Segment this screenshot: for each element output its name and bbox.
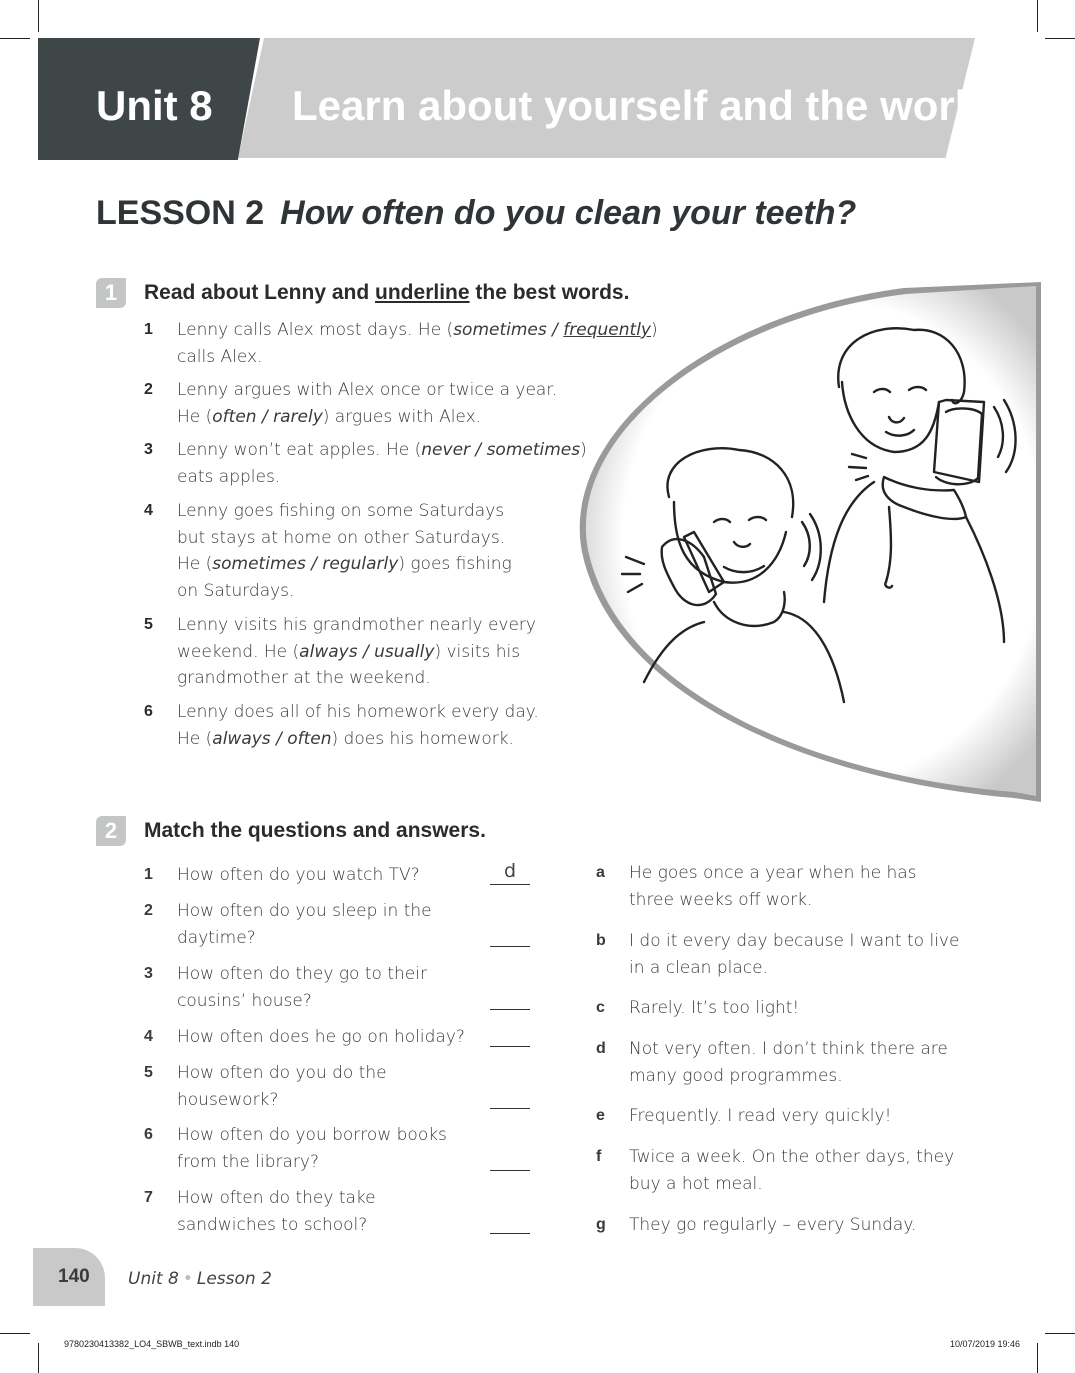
item-text: grandmother at the weekend. — [177, 668, 431, 688]
option-word[interactable]: sometimes — [453, 320, 547, 340]
item-text: but stays at home on other Saturdays. — [177, 527, 506, 548]
option-word[interactable]: regularly — [322, 554, 399, 574]
answer-blank[interactable] — [490, 946, 530, 947]
question-text: housework? — [177, 1089, 279, 1110]
crop-mark — [1037, 1343, 1038, 1373]
answer-blank[interactable] — [490, 1233, 530, 1234]
crop-mark — [0, 38, 30, 39]
answer-letter: d — [596, 1040, 606, 1057]
answer-text: Frequently. I read very quickly! — [629, 1106, 892, 1126]
crop-mark — [38, 1343, 39, 1373]
question-number: 5 — [144, 1064, 153, 1081]
item-text: ) — [580, 440, 587, 460]
item-number: 3 — [144, 441, 153, 458]
crop-mark — [0, 1333, 30, 1334]
item-text: Lenny argues with Alex once or twice a year. — [177, 380, 558, 400]
answer-blank-filled[interactable]: d — [503, 860, 517, 882]
answer-letter: a — [596, 864, 605, 881]
print-slug-date: 10/07/2019 19:46 — [950, 1339, 1021, 1349]
option-separator: / — [256, 406, 274, 427]
item-text: Lenny calls Alex most days. He ( — [177, 320, 454, 340]
lesson-title: How often do you clean your teeth? — [280, 194, 857, 232]
answer-text: buy a hot meal. — [629, 1173, 763, 1194]
item-text: on Saturdays. — [177, 580, 295, 601]
question-number: 7 — [144, 1189, 153, 1206]
answer-blank[interactable] — [490, 1170, 530, 1171]
option-word[interactable]: rarely — [273, 406, 323, 427]
question-number: 4 — [144, 1028, 153, 1045]
option-word[interactable]: often — [287, 728, 332, 749]
answer-letter: g — [596, 1216, 606, 1233]
item-text: ) visits his — [434, 641, 521, 662]
option-word[interactable]: never — [421, 440, 471, 460]
item-text: ) — [650, 320, 658, 340]
unit-title: Learn about yourself and the world — [292, 82, 993, 129]
lesson-heading — [96, 194, 856, 233]
item-text: ) argues with Alex. — [322, 406, 482, 427]
question-text: from the library? — [177, 1151, 319, 1172]
option-separator: / — [546, 320, 564, 340]
item-text: eats apples. — [177, 466, 281, 487]
print-slug-file: 9780230413382_LO4_SBWB_text.indb 140 — [64, 1339, 240, 1349]
item-text: Lenny does all of his homework every day. — [177, 702, 539, 722]
option-word[interactable]: sometimes — [212, 554, 306, 574]
answer-blank-line — [490, 884, 530, 885]
item-number: 2 — [144, 381, 153, 398]
answer-letter: e — [596, 1107, 605, 1124]
item-number: 1 — [144, 321, 153, 338]
item-text: He ( — [177, 406, 213, 427]
question-text: How often do you borrow books — [177, 1125, 447, 1145]
answer-text: Not very often. I don’t think there are — [629, 1039, 948, 1059]
answer-letter: c — [596, 999, 605, 1016]
answer-text: many good programmes. — [629, 1065, 843, 1086]
answer-blank[interactable] — [490, 1046, 530, 1047]
option-word[interactable]: usually — [374, 641, 435, 662]
option-word[interactable]: often — [212, 406, 257, 427]
question-text: sandwiches to school? — [177, 1214, 368, 1235]
item-text: Lenny goes fishing on some Saturdays — [177, 501, 505, 521]
answer-blank[interactable] — [490, 1009, 530, 1010]
option-word[interactable]: always — [299, 641, 358, 662]
item-text: calls Alex. — [177, 346, 263, 367]
crop-mark — [38, 0, 39, 32]
question-text: How often do you sleep in the — [177, 901, 432, 921]
option-separator: / — [470, 440, 487, 460]
question-text: How often do they take — [177, 1188, 376, 1208]
question-text: How often do you do the — [177, 1063, 387, 1083]
footer-unit: Unit 8 — [128, 1269, 179, 1289]
option-separator: / — [270, 728, 288, 749]
option-separator: / — [357, 641, 375, 662]
question-text: cousins’ house? — [177, 990, 312, 1011]
crop-mark — [1045, 38, 1075, 39]
answer-letter: f — [596, 1148, 602, 1165]
question-text: daytime? — [177, 927, 256, 948]
instruction-text: Read about Lenny and — [144, 281, 376, 304]
answer-text: He goes once a year when he has — [629, 863, 917, 883]
answer-text: They go regularly – every Sunday. — [629, 1215, 917, 1235]
item-text: weekend. He ( — [177, 641, 300, 662]
footer-lesson-label — [128, 1269, 272, 1289]
item-number: 4 — [144, 502, 153, 519]
question-number: 3 — [144, 965, 153, 982]
crop-mark — [1037, 0, 1038, 32]
question-number: 1 — [144, 866, 153, 883]
option-word[interactable]: sometimes — [486, 440, 581, 460]
answer-letter: b — [596, 932, 606, 949]
question-number: 2 — [144, 902, 153, 919]
exercise-2-instruction: Match the questions and answers. — [144, 819, 486, 842]
question-text: How often do you watch TV? — [177, 865, 420, 885]
item-text: Lenny visits his grandmother nearly every — [177, 615, 536, 635]
item-text: He ( — [177, 554, 213, 574]
answer-blank[interactable] — [490, 1108, 530, 1109]
unit-number: Unit 8 — [96, 82, 213, 129]
lesson-number: LESSON 2 — [96, 194, 265, 232]
question-text: How often do they go to their — [177, 964, 427, 984]
option-separator: / — [305, 554, 323, 574]
footer-separator: • — [182, 1269, 193, 1289]
option-word-underlined[interactable]: frequently — [563, 320, 651, 340]
page-number: 140 — [58, 1266, 90, 1287]
item-number: 6 — [144, 703, 153, 720]
item-text: Lenny won’t eat apples. He ( — [177, 440, 422, 460]
item-text: ) does his homework. — [331, 728, 514, 749]
answer-text: I do it every day because I want to live — [629, 931, 960, 951]
question-text: How often does he go on holiday? — [177, 1027, 465, 1047]
item-text: ) goes fishing — [398, 554, 512, 574]
question-number: 6 — [144, 1126, 153, 1143]
answer-text: Twice a week. On the other days, they — [629, 1147, 955, 1167]
footer-lesson: Lesson 2 — [196, 1269, 272, 1289]
answer-text: Rarely. It’s too light! — [629, 998, 800, 1018]
instruction-underlined-word: underline — [375, 281, 470, 304]
option-word[interactable]: always — [212, 728, 271, 749]
crop-mark — [1045, 1333, 1075, 1334]
answer-text: three weeks off work. — [629, 889, 813, 910]
answer-text: in a clean place. — [629, 957, 768, 978]
exercise-1-instruction — [144, 281, 629, 305]
exercise-1-badge: 1 — [96, 278, 126, 308]
exercise-2-badge: 2 — [96, 816, 126, 846]
item-number: 5 — [144, 616, 153, 633]
item-text: He ( — [177, 728, 213, 749]
instruction-text: the best words. — [469, 281, 630, 304]
